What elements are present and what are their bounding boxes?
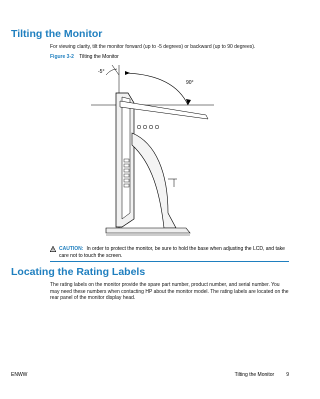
- rating-labels-body-text: The rating labels on the monitor provide the spare part number, product number, and serial number. You may need these numbers when contacting HP about the monitor model. The rating labels are located on the rear panel of the monitor display head.: [50, 282, 289, 302]
- monitor-tilt-illustration: [86, 63, 216, 243]
- warning-triangle-icon: [50, 246, 56, 252]
- caution-label: CAUTION:: [59, 246, 84, 252]
- side-buttons: [137, 125, 159, 129]
- forward-tilt-line: [112, 65, 119, 75]
- section-divider: [50, 261, 289, 262]
- figure-caption-text: Tilting the Monitor: [79, 54, 119, 60]
- monitor-base: [106, 228, 190, 233]
- footer-enww: ENWW: [11, 372, 28, 378]
- angle-backward-label: 90°: [186, 80, 194, 86]
- backward-angle-arc: [126, 73, 188, 105]
- tilting-intro-text: For viewing clarity, tilt the monitor forward (up to -5 degrees) or backward (up to 90 degrees).: [50, 44, 256, 50]
- footer-section-title: Tilting the Monitor: [234, 372, 275, 378]
- footer-page-number: 9: [286, 372, 289, 378]
- section-title-rating-labels: Locating the Rating Labels: [11, 266, 146, 278]
- angle-forward-label: -5°: [98, 69, 105, 75]
- figure-caption: [50, 54, 119, 60]
- figure-label: Figure 3-2: [50, 54, 74, 60]
- caution-text-block: [59, 246, 287, 259]
- caution-body: In order to protect the monitor, be sure to hold the base when adjusting the LCD, and take care not to touch the screen.: [59, 246, 285, 259]
- monitor-stand: [132, 133, 176, 228]
- section-title-tilting: Tilting the Monitor: [11, 28, 103, 40]
- footer-page-info: [223, 372, 289, 378]
